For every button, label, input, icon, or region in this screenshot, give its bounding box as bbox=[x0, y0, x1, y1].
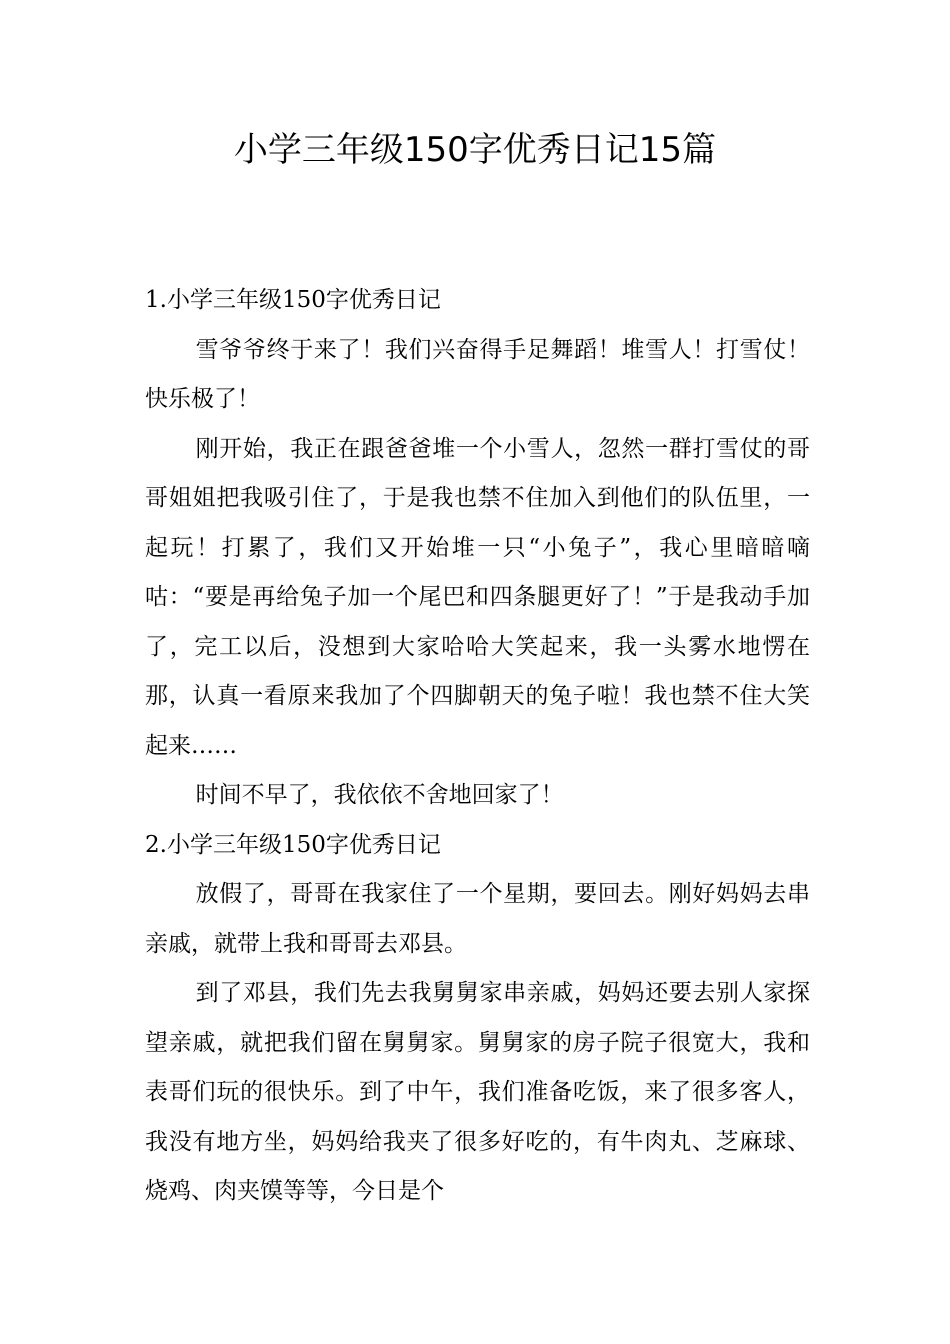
section-heading: 2.小学三年级150字优秀日记 bbox=[145, 831, 441, 858]
document-title: 小学三年级150字优秀日记15篇 bbox=[233, 130, 717, 170]
document-body bbox=[145, 276, 810, 1217]
paragraph: 时间不早了，我依依不舍地回家了！ bbox=[195, 782, 564, 808]
paragraph: 刚开始，我正在跟爸爸堆一个小雪人，忽然一群打雪仗的哥哥姐姐把我吸引住了，于是我也禁不住加入到他们的队伍里，一起玩！打累了，我们又开始堆一只“小兔子”，我心里暗暗嘀咕：“要是再给兔子加一个尾巴和四条腿更好了！”于是我动手加了，完工以后，没想到大家哈哈大笑起来，我一头雾水地愣在那，认真一看原来我加了个四脚朝天的兔子啦！我也禁不住大笑起来…… bbox=[145, 435, 810, 759]
section-heading: 1.小学三年级150字优秀日记 bbox=[145, 287, 441, 313]
paragraph: 雪爷爷终于来了！我们兴奋得手足舞蹈！堆雪人！打雪仗！快乐极了！ bbox=[145, 336, 810, 412]
paragraph: 放假了，哥哥在我家住了一个星期，要回去。刚好妈妈去串亲戚，就带上我和哥哥去邓县。 bbox=[145, 881, 810, 957]
paragraph: 到了邓县，我们先去我舅舅家串亲戚，妈妈还要去别人家探望亲戚，就把我们留在舅舅家。舅舅家的房子院子很宽大，我和表哥们玩的很快乐。到了中午，我们准备吃饭，来了很多客人，我没有地方坐，妈妈给我夹了很多好吃的，有牛肉丸、芝麻球、烧鸡、肉夹馍等等，今日是个 bbox=[145, 980, 810, 1204]
